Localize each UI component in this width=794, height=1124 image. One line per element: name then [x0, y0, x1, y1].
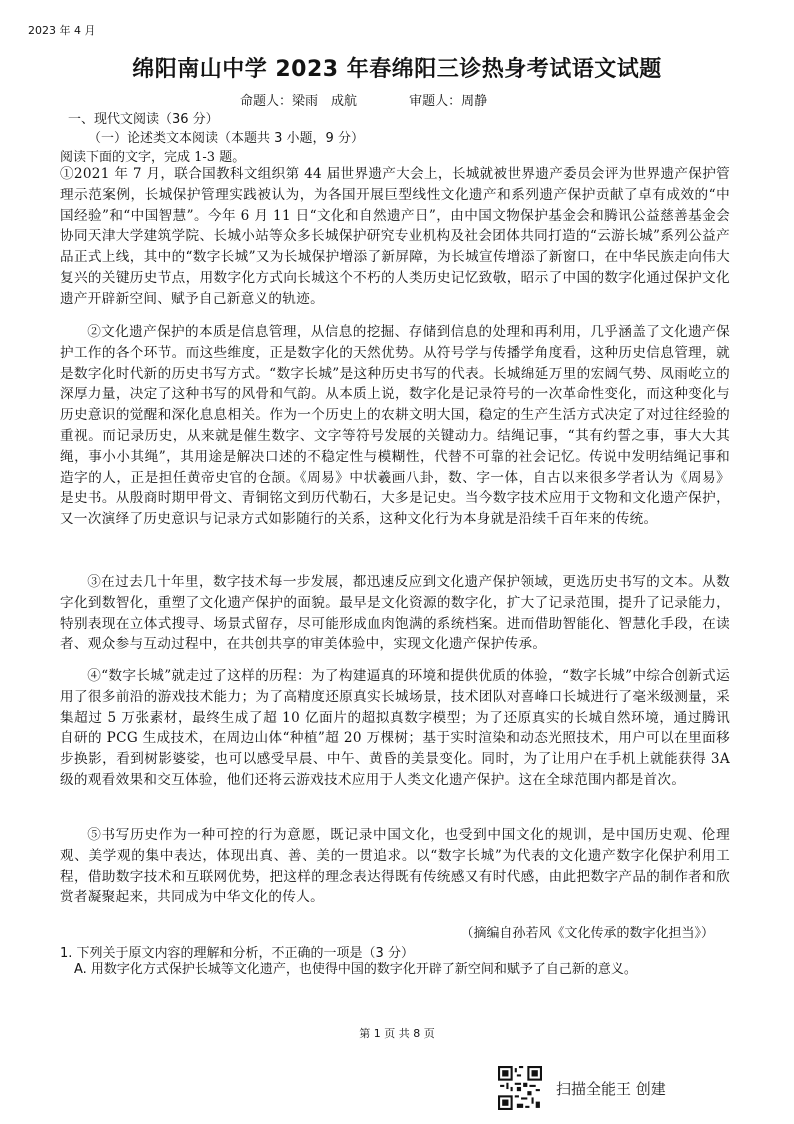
paragraph-5: ⑤书写历史作为一种可控的行为意愿，既记录中国文化，也受到中国文化的规训，是中国历史观、伦理观、美学观的集中表达，体现出真、善、美的一贯追求。以“数字长城”为代表的文化遗产数字化保护利用工程，借助数字技术和互联网优势，把这样的理念表达得既有传统感又有时代感，由此把数字产品的制作者和欣赏者凝聚起来，共同成为中华文化的传人。	[60, 827, 730, 906]
source-citation: （摘编自孙若风《文化传承的数字化担当》）	[460, 926, 714, 941]
reviewer-text: 审题人：周静	[409, 94, 488, 109]
reading-instruction: 阅读下面的文字，完成 1-3 题。	[60, 150, 246, 165]
paragraph-1: ①2021 年 7 月，联合国教科文组织第 44 届世界遗产大会上，长城就被世界遗产委员会评为世界遗产保护管理示范案例，长城保护管理实践被认为，为各国开展巨型线性文化遗产和系列遗产保护贡献了卓有成效的“中国经验”和“中国智慧”。今年 6 月 11 日“文化和自然遗产日”，由中国文物保护基金会和腾讯公益慈善基金会协同天津大学建筑学院、长城小站等众多长城保护研究专业机构及社会团体共同打造的“云游长城”系列公益产品正式上线，其中的“数字长城”又为长城保护增添了新屏障，为长城宣传增添了新窗口，在中华民族走向伟大复兴的关键历史节点，用数字化方式向长城这个不朽的人类历史记忆致敬，昭示了中国的数字化通过保护文化遗产开辟新空间、赋予自己新意义的轨迹。	[60, 166, 730, 307]
page-number: 第 1 页 共 8 页	[359, 1027, 435, 1040]
question-1-stem: 1. 下列关于原文内容的理解和分析，不正确的一项是（3 分）	[60, 946, 414, 961]
proposer-text: 命题人：梁雨 成航	[240, 94, 358, 109]
exam-title: 绵阳南山中学 2023 年春绵阳三诊热身考试语文试题	[132, 57, 662, 82]
section-subheading: （一）论述类文本阅读（本题共 3 小题，9 分）	[88, 131, 364, 146]
header-date: 2023 年 4 月	[28, 24, 96, 37]
qr-code-icon	[498, 1066, 542, 1110]
question-1-option-a: A. 用数字化方式保护长城等文化遗产，也使得中国的数字化开辟了新空间和赋予了自己新的意义。	[74, 962, 637, 977]
scanner-watermark: 扫描全能王 创建	[556, 1080, 666, 1098]
paragraph-4: ④“数字长城”就走过了这样的历程：为了构建逼真的环境和提供优质的体验，“数字长城”中综合创新式运用了很多前沿的游戏技术能力；为了高精度还原真实长城场景，技术团队对喜峰口长城进行了毫米级测量，采集超过 5 万张素材，最终生成了超 10 亿面片的超拟真数字模型；为了还原真实的长城自然环境，通过腾讯自研的 PCG 生成技术，在周边山体“种植”超 20 万棵树；基于实时渲染和动态光照技术，用户可以在里面移步换影，看到树影婆娑，也可以感受早晨、中午、黄昏的美景变化。同时，为了让用户在手机上就能获得 3A 级的观看效果和交互体验，他们还将云游戏技术应用于人类文化遗产保护。这在全球范围内都是首次。	[60, 668, 730, 788]
section-heading: 一、现代文阅读（36 分）	[68, 112, 219, 127]
paragraph-3: ③在过去几十年里，数字技术每一步发展，都迅速反应到文化遗产保护领域，更选历史书写的文本。从数字化到数智化，重塑了文化遗产保护的面貌。最早是文化资源的数字化，扩大了记录范围，提升了记录能力，特别表现在立体式搜寻、场景式留存，尽可能形成血肉饱满的系统档案。进而借助智能化、智慧化手段，在读者、观众参与互动过程中，在共创共享的审美体验中，实现文化遗产保护传承。	[60, 574, 730, 653]
authors-line	[240, 90, 527, 109]
paragraph-2: ②文化遗产保护的本质是信息管理，从信息的挖掘、存储到信息的处理和再利用，几乎涵盖了文化遗产保护工作的各个环节。而这些维度，正是数字化的天然优势。从符号学与传播学角度看，这种历史信息管理，就是数字化时代新的历史书写方式。“数字长城”是这种历史书写的代表。长城绵延万里的宏阔气势、凤雨屹立的深厚力量，决定了这种书写的风骨和气韵。从本质上说，数字化是记录符号的一次革命性变化，而这种变化与历史意识的觉醒和深化息息相关。作为一个历史上的农耕文明大国，稳定的生产生活方式决定了对过往经验的重视。而记录历史，从来就是催生数字、文字等符号发展的关键动力。结绳记事，“其有约誓之事，事大大其绳，事小小其绳”，其用途是解决口述的不稳定性与模糊性，代替不可靠的社会记忆。传说中发明结绳记事和造字的人，正是担任黄帝史官的仓颉。《周易》中状羲画八卦，数、字一体，自古以来很多学者认为《周易》是史书。从殷商时期甲骨文、青铜铭文到历代勒石，大多是记史。当今数字技术应用于文物和文化遗产保护，又一次演绎了历史意识与记录方式如影随行的关系，这种文化行为本身就是沿续千百年来的传统。	[60, 324, 730, 528]
